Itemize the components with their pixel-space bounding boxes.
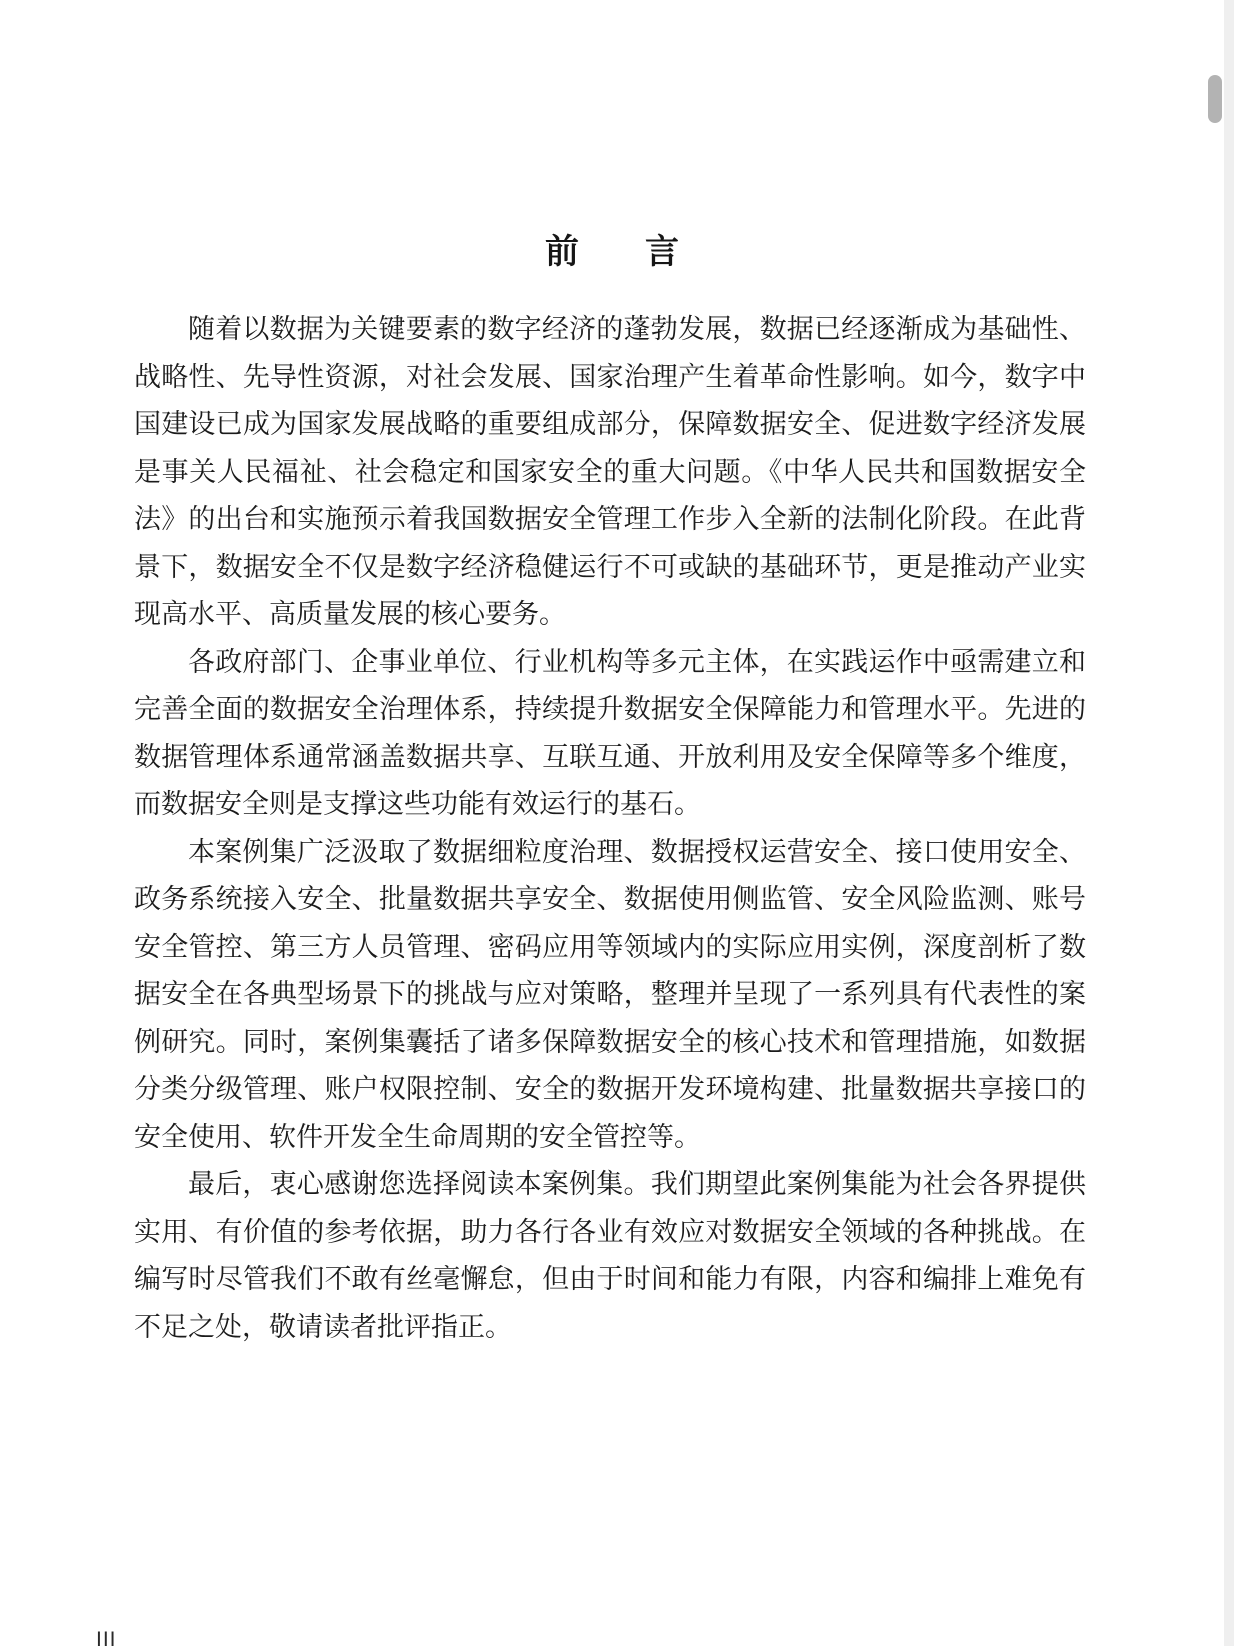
paragraph-1: 随着以数据为关键要素的数字经济的蓬勃发展，数据已经逐渐成为基础性、战略性、先导性资源，对社会发展、国家治理产生着革命性影响。如今，数字中国建设已成为国家发展战略的重要组成部分，保障数据安全、促进数字经济发展是事关人民福祉、社会稳定和国家安全的重大问题。《中华人民共和国数据安全法》的出台和实施预示着我国数据安全管理工作步入全新的法制化阶段。在此背景下，数据安全不仅是数字经济稳健运行不可或缺的基础环节，更是推动产业实现高水平、高质量发展的核心要务。 — [134, 314, 1086, 630]
page-title-char-left: 前 — [545, 232, 579, 272]
paragraph-4: 最后，衷心感谢您选择阅读本案例集。我们期望此案例集能为社会各界提供实用、有价值的参考依据，助力各行各业有效应对数据安全领域的各种挑战。在编写时尽管我们不敢有丝毫懈怠，但由于时间和能力有限，内容和编排上难免有不足之处，敬请读者批评指正。 — [134, 1169, 1086, 1343]
document-body-text — [134, 306, 1086, 1351]
scrollbar-thumb[interactable] — [1208, 75, 1222, 123]
page-number: III — [96, 1628, 117, 1651]
scrollbar-track[interactable] — [1224, 0, 1234, 1646]
paragraph-3: 本案例集广泛汲取了数据细粒度治理、数据授权运营安全、接口使用安全、政务系统接入安全、批量数据共享安全、数据使用侧监管、安全风险监测、账号安全管控、第三方人员管理、密码应用等领域内的实际应用实例，深度剖析了数据安全在各典型场景下的挑战与应对策略，整理并呈现了一系列具有代表性的案例研究。同时，案例集囊括了诸多保障数据安全的核心技术和管理措施，如数据分类分级管理、账户权限控制、安全的数据开发环境构建、批量数据共享接口的安全使用、软件开发全生命周期的安全管控等。 — [134, 836, 1086, 1153]
page-title — [0, 224, 1224, 273]
paragraph-2: 各政府部门、企事业单位、行业机构等多元主体，在实践运作中亟需建立和完善全面的数据安全治理体系，持续提升数据安全保障能力和管理水平。先进的数据管理体系通常涵盖数据共享、互联互通、开放利用及安全保障等多个维度，而数据安全则是支撑这些功能有效运行的基石。 — [134, 646, 1086, 820]
page-title-char-right: 言 — [645, 232, 679, 272]
